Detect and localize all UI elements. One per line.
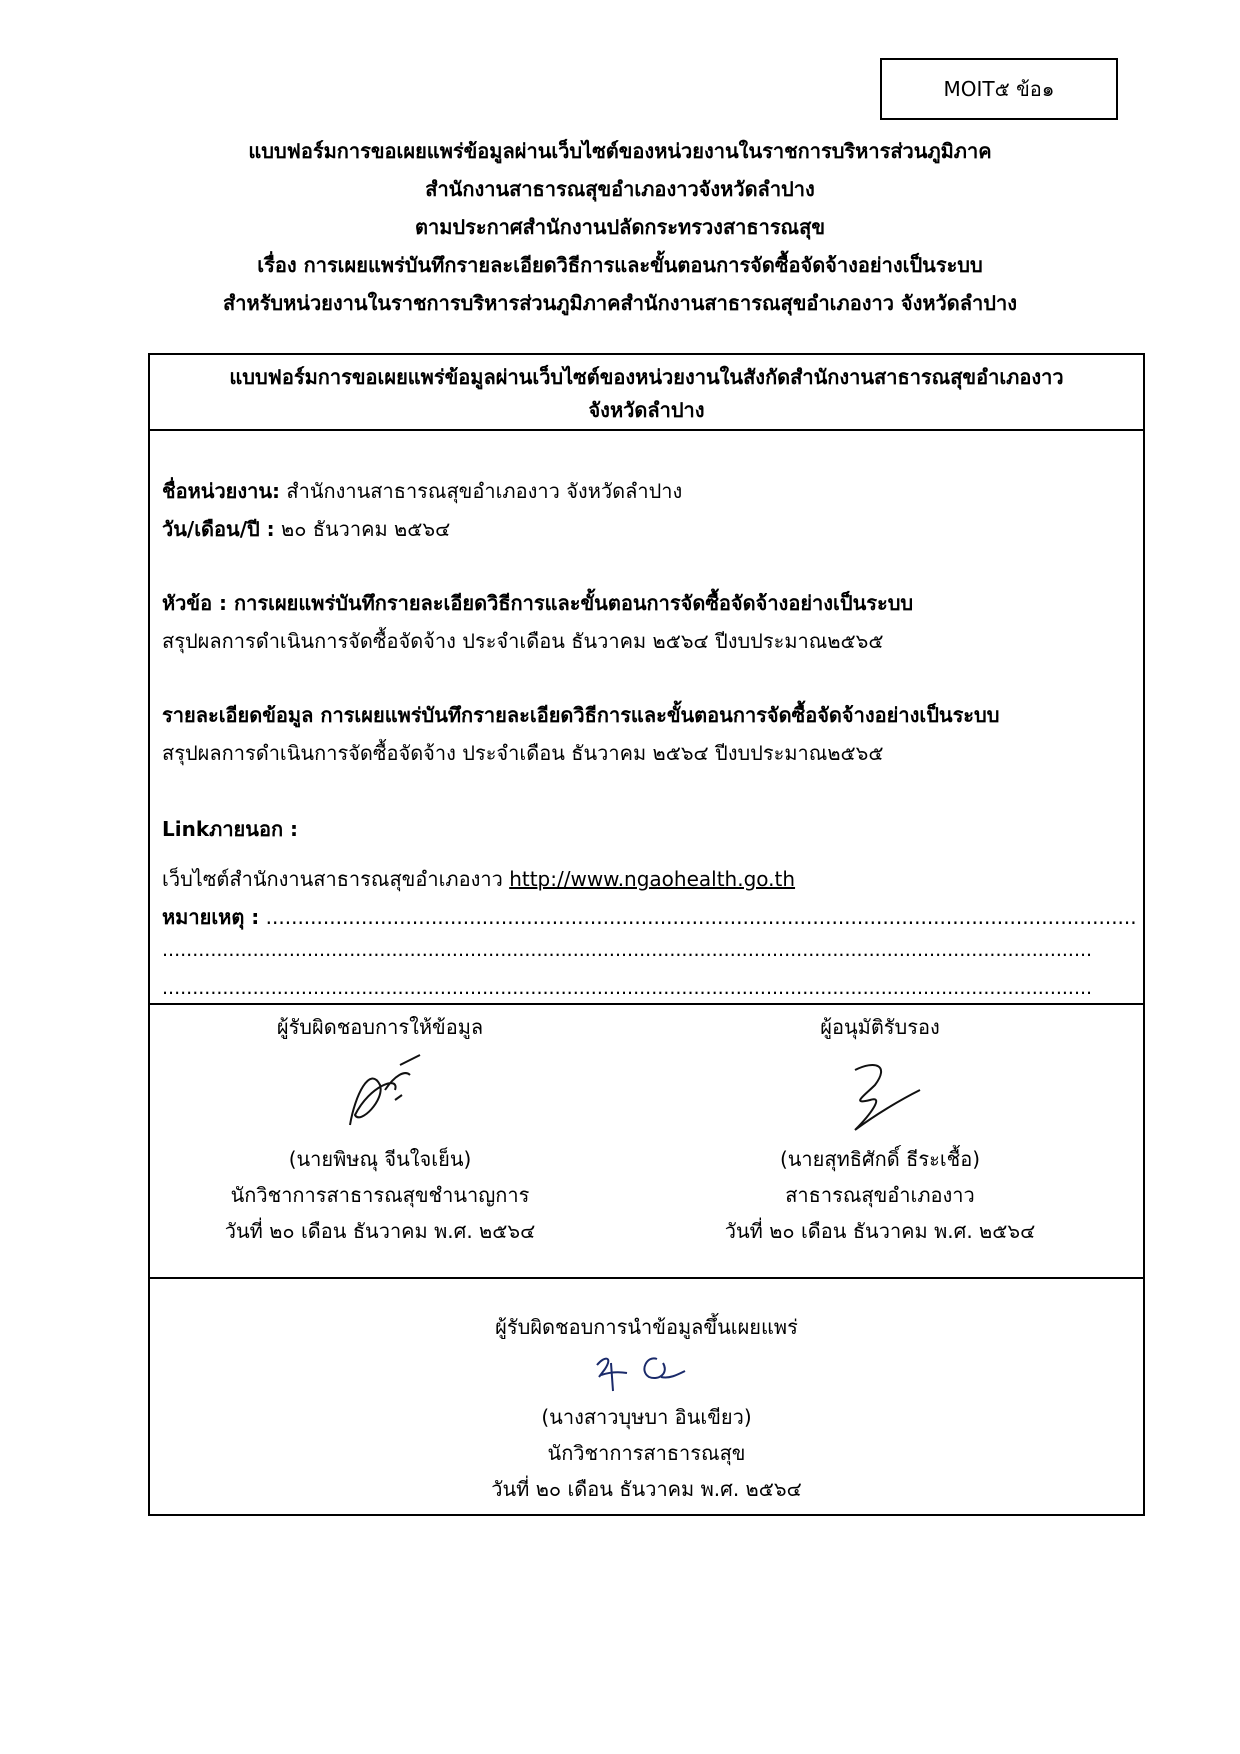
approver-role: ผู้อนุมัติรับรอง [820,1015,940,1039]
header-line-1: แบบฟอร์มการขอเผยแพร่ข้อมูลผ่านเว็บไซต์ของหน่วยงานในราชการบริหารส่วนภูมิภาค [248,139,992,163]
divider-signatures-publisher [150,1277,1143,1279]
informant-role: ผู้รับผิดชอบการให้ข้อมูล [276,1015,484,1039]
publisher-role: ผู้รับผิดชอบการนำข้อมูลขึ้นเผยแพร่ [495,1315,798,1339]
detail-subtext: สรุปผลการดำเนินการจัดซื้อจัดจ้าง ประจำเดือน ธันวาคม ๒๕๖๔ ปีงบประมาณ๒๕๖๕ [162,741,884,765]
publication-form [148,353,1145,1516]
header-line-2: สำนักงานสาธารณสุขอำเภองาวจังหวัดลำปาง [425,177,815,201]
informant-name: (นายพิษณุ จีนใจเย็น) [288,1147,472,1171]
note-dots-3: .......................................................................................................................................................... [162,977,1093,999]
note-dots-1: ......................................................................................................................................... [259,905,1137,929]
form-title [150,355,1143,431]
informant-date: วันที่ ๒๐ เดือน ธันวาคม พ.ศ. ๒๕๖๔ [224,1219,536,1243]
external-link-label: Linkภายนอก : [162,817,299,841]
informant-position: นักวิชาการสาธารณสุขชำนาญการ [230,1183,530,1207]
header-line-5: สำหรับหน่วยงานในราชการบริหารส่วนภูมิภาคสำนักงานสาธารณสุขอำเภองาว จังหวัดลำปาง [223,291,1017,315]
document-code-box [880,58,1118,120]
unit-row [162,475,682,507]
approver-name: (นายสุทธิศักดิ์ ธีระเชื้อ) [779,1147,981,1171]
header-line-3: ตามประกาศสำนักงานปลัดกระทรวงสาธารณสุข [414,215,825,239]
topic-value: การเผยแพร่บันทึกรายละเอียดวิธีการและขั้นตอนการจัดซื้อจัดจ้างอย่างเป็นระบบ [227,591,914,615]
date-label: วัน/เดือน/ปี : [162,517,275,541]
approver-date: วันที่ ๒๐ เดือน ธันวาคม พ.ศ. ๒๕๖๔ [724,1219,1036,1243]
form-title-line-1: แบบฟอร์มการขอเผยแพร่ข้อมูลผ่านเว็บไซต์ของหน่วยงานในสังกัดสำนักงานสาธารณสุขอำเภองาว [229,365,1064,389]
informant-signature-icon [310,1045,450,1141]
date-row [162,513,450,545]
publisher-position: นักวิชาการสาธารณสุข [547,1441,746,1465]
signature-block-informant [170,1009,590,1249]
publisher-name: (นางสาวบุษบา อินเขียว) [541,1405,752,1429]
website-link[interactable]: http://www.ngaohealth.go.th [509,867,796,891]
date-value: ๒๐ ธันวาคม ๒๕๖๔ [274,517,451,541]
detail-row [162,699,999,731]
unit-value: สำนักงานสาธารณสุขอำเภองาว จังหวัดลำปาง [280,479,683,503]
publisher-date: วันที่ ๒๐ เดือน ธันวาคม พ.ศ. ๒๕๖๔ [491,1477,802,1501]
signature-block-approver [670,1009,1090,1249]
note-dots-2: .......................................................................................................................................................... [162,939,1093,961]
header-line-4: เรื่อง การเผยแพร่บันทึกรายละเอียดวิธีการและขั้นตอนการจัดซื้อจัดจ้างอย่างเป็นระบบ [257,253,983,277]
topic-row [162,587,913,619]
website-row [162,863,795,895]
publisher-signature-icon [577,1345,717,1399]
note-row [162,901,1137,933]
unit-label: ชื่อหน่วยงาน: [162,479,281,503]
topic-label: หัวข้อ : [162,591,228,615]
document-header [100,132,1140,322]
website-text: เว็บไซต์สำนักงานสาธารณสุขอำเภองาว [162,867,510,891]
form-title-line-2: จังหวัดลำปาง [588,398,705,422]
topic-subtext: สรุปผลการดำเนินการจัดซื้อจัดจ้าง ประจำเดือน ธันวาคม ๒๕๖๔ ปีงบประมาณ๒๕๖๕ [162,629,884,653]
document-code: MOIT๕ ข้อ๑ [943,77,1055,101]
note-label: หมายเหตุ : [162,905,260,929]
signature-block-publisher [150,1309,1143,1507]
approver-signature-icon [810,1045,950,1141]
detail-value: การเผยแพร่บันทึกรายละเอียดวิธีการและขั้นตอนการจัดซื้อจัดจ้างอย่างเป็นระบบ [313,703,1000,727]
approver-position: สาธารณสุขอำเภองาว [785,1183,975,1207]
divider-info-signatures [150,1003,1143,1005]
detail-label: รายละเอียดข้อมูล [162,703,314,727]
